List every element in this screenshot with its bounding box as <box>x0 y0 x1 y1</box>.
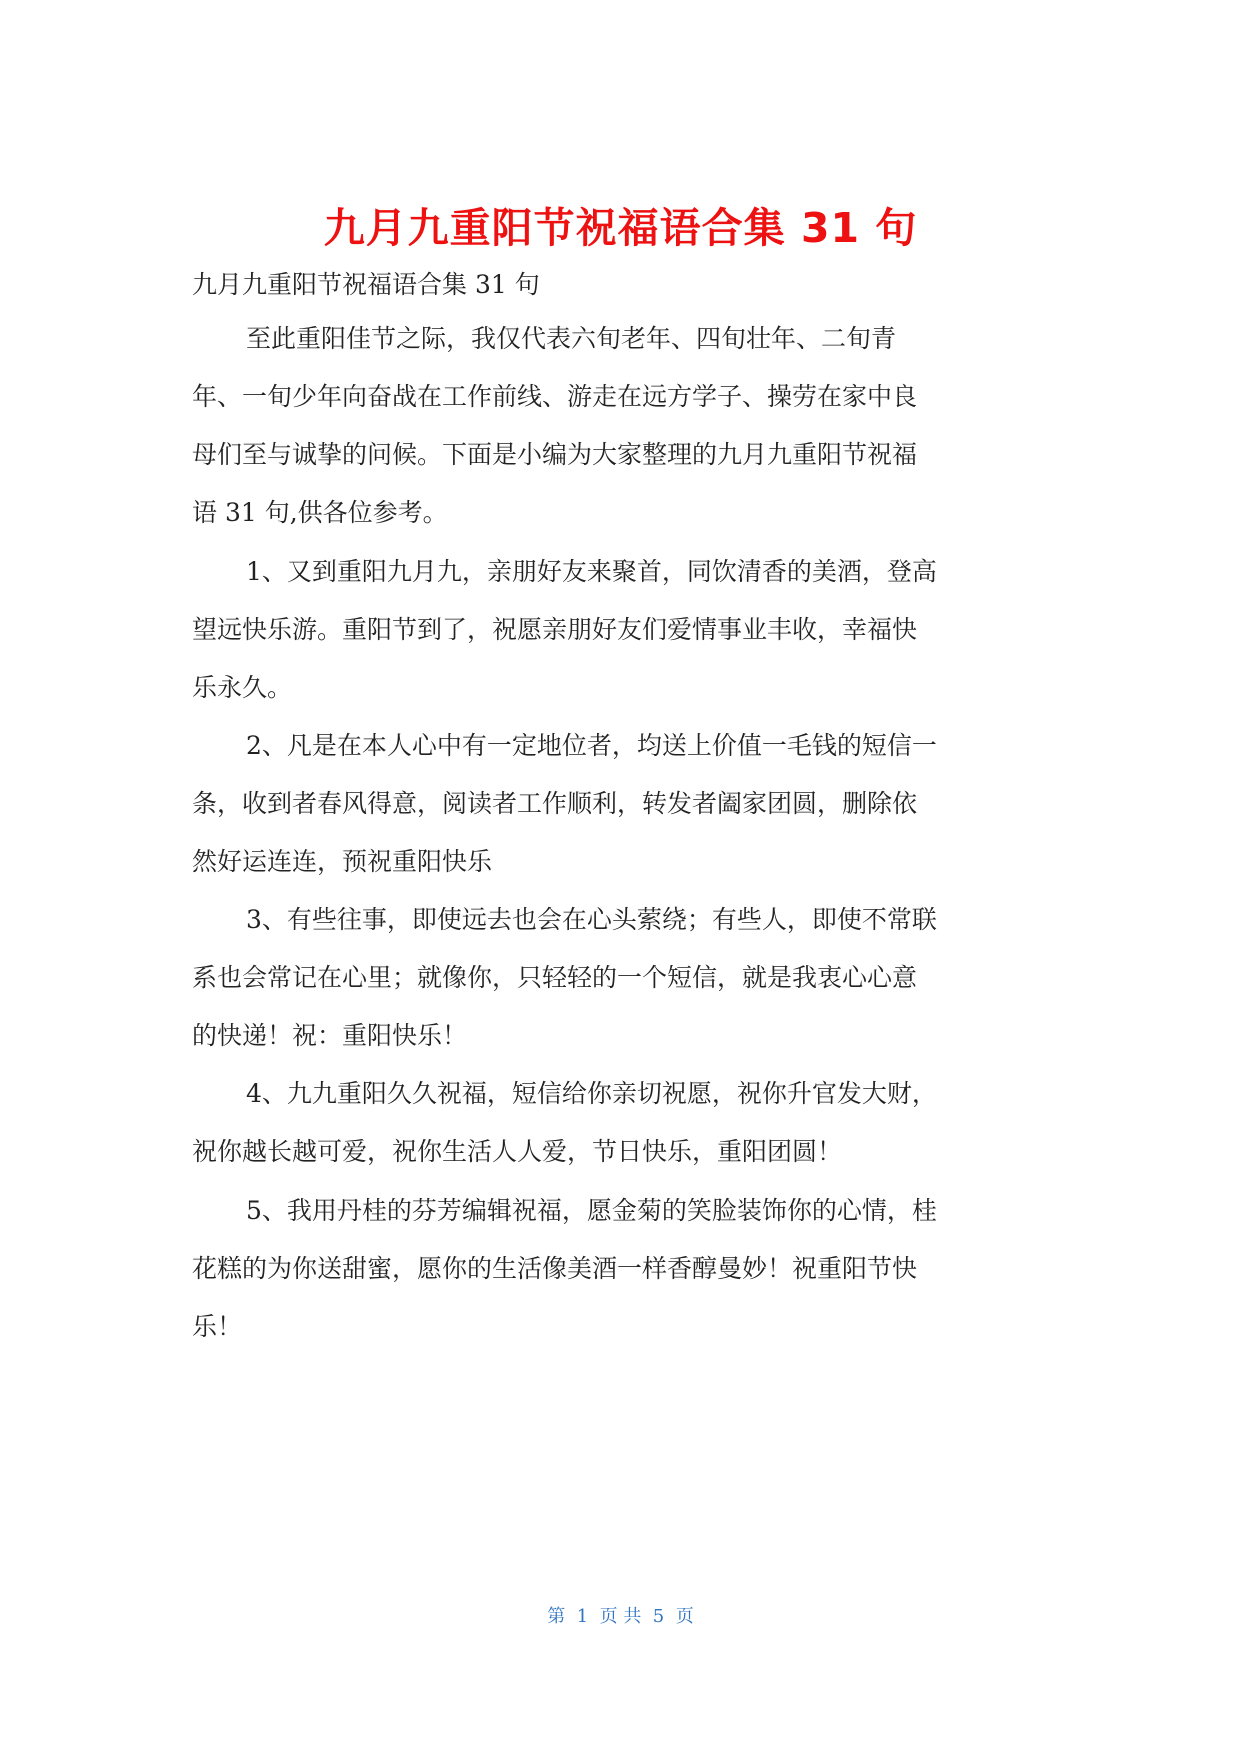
paragraph-line: 4、九九重阳久久祝福，短信给你亲切祝愿，祝你升官发大财， <box>246 1079 937 1108</box>
paragraph-line: 年、一旬少年向奋战在工作前线、游走在远方学子、操劳在家中良 <box>192 382 918 411</box>
paragraph-line: 3、有些往事，即使远去也会在心头萦绕；有些人，即使不常联 <box>246 905 937 934</box>
paragraph-line: 条，收到者春风得意，阅读者工作顺利，转发者阖家团圆，删除依 <box>192 789 918 818</box>
paragraph-line: 花糕的为你送甜蜜，愿你的生活像美酒一样香醇曼妙！祝重阳节快 <box>192 1254 918 1283</box>
paragraph-line: 祝你越长越可爱，祝你生活人人爱，节日快乐，重阳团圆！ <box>192 1137 843 1166</box>
paragraph-line: 系也会常记在心里；就像你，只轻轻的一个短信，就是我衷心心意 <box>192 963 918 992</box>
paragraph-line: 望远快乐游。重阳节到了，祝愿亲朋好友们爱情事业丰收，幸福快 <box>192 615 918 644</box>
paragraph-line: 至此重阳佳节之际，我仅代表六旬老年、四旬壮年、二旬青 <box>246 324 897 353</box>
page-number-footer: 第 1 页 共 5 页 <box>547 1606 694 1627</box>
paragraph-line: 然好运连连，预祝重阳快乐 <box>192 847 493 876</box>
document-subtitle: 九月九重阳节祝福语合集 31 句 <box>192 270 540 299</box>
paragraph-line: 母们至与诚挚的问候。下面是小编为大家整理的九月九重阳节祝福 <box>192 440 918 469</box>
paragraph-line: 乐永久。 <box>192 673 293 702</box>
paragraph-line: 5、我用丹桂的芬芳编辑祝福，愿金菊的笑脸装饰你的心情，桂 <box>246 1196 937 1225</box>
paragraph-line: 的快递！祝：重阳快乐！ <box>192 1021 468 1050</box>
paragraph-line: 乐！ <box>192 1312 243 1341</box>
paragraph-line: 1、又到重阳九月九，亲朋好友来聚首，同饮清香的美酒，登高 <box>246 557 937 586</box>
paragraph-line: 语 31 句,供各位参考。 <box>192 498 448 527</box>
document-title: 九月九重阳节祝福语合集 31 句 <box>323 204 918 252</box>
paragraph-line: 2、凡是在本人心中有一定地位者，均送上价值一毛钱的短信一 <box>246 731 937 760</box>
